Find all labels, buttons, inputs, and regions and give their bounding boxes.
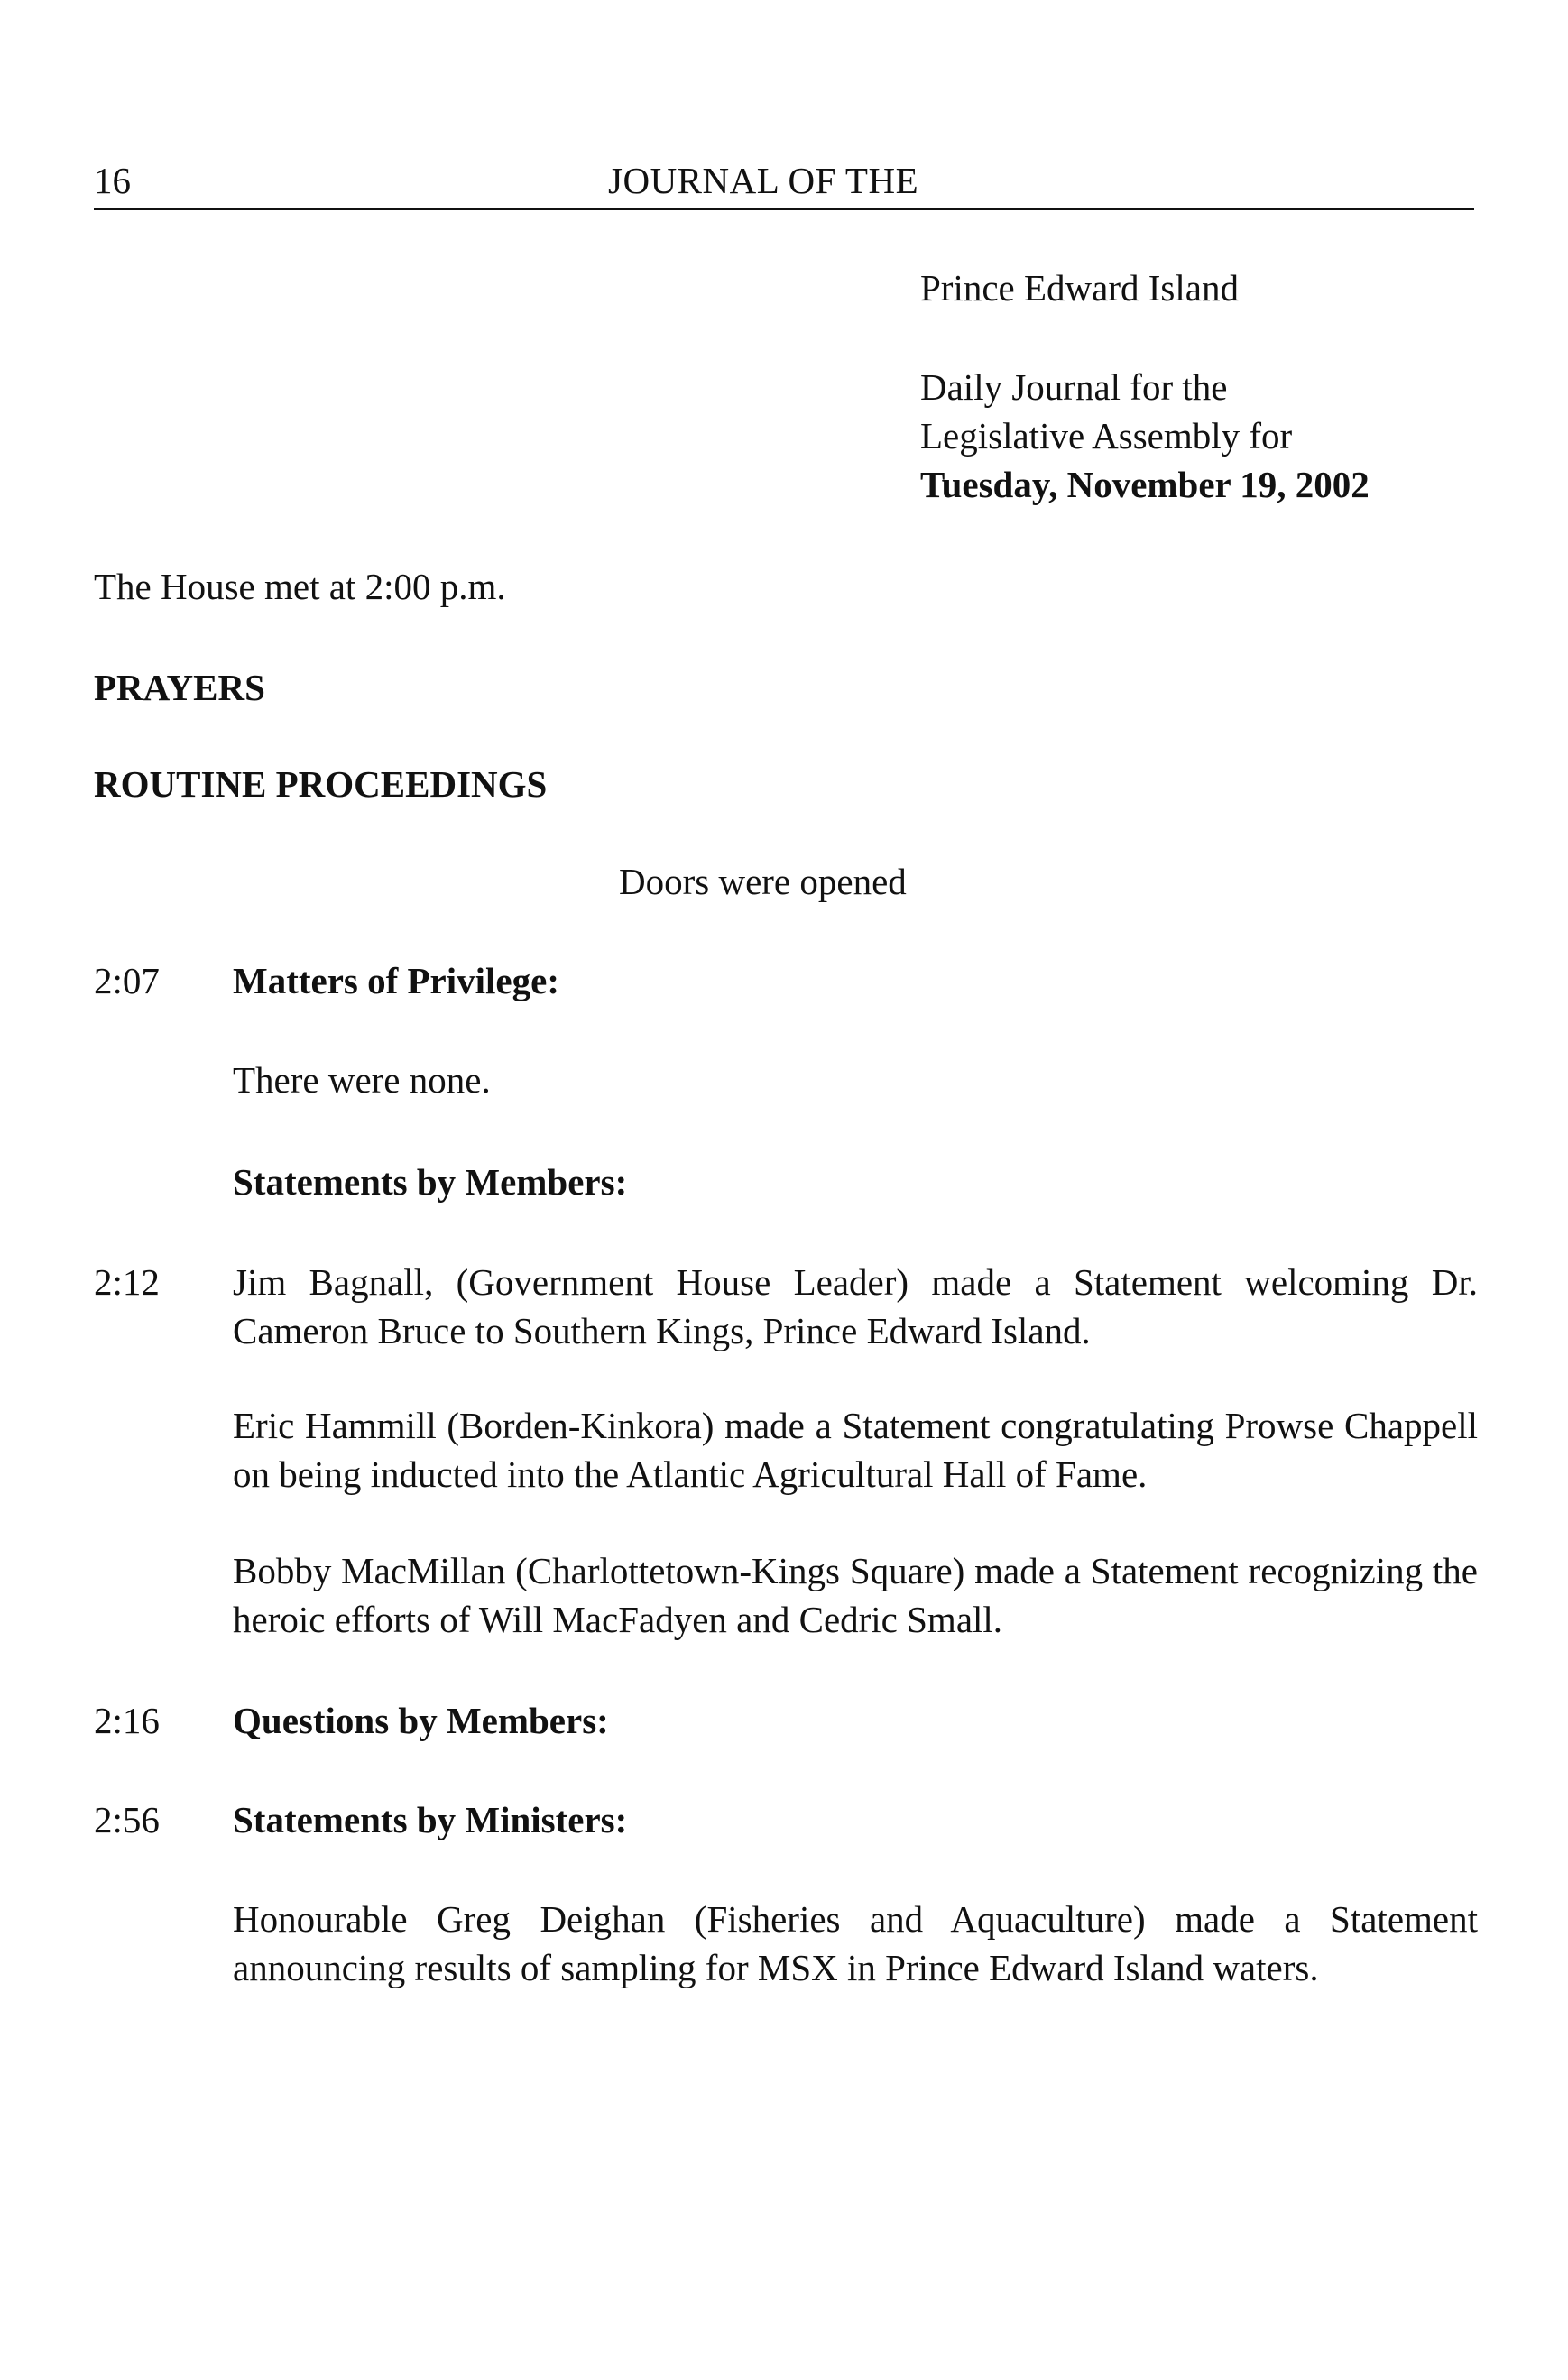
masthead-province: Prince Edward Island — [920, 267, 1239, 309]
time-stamp: 2:07 — [94, 960, 160, 1001]
minister-statement: Honourable Greg Deighan (Fisheries and Aquaculture) made a Statement announcing results of sampling for MSX in Prince Edward Island waters. — [233, 1898, 1478, 1988]
header-rule — [94, 208, 1474, 210]
privilege-text: There were none. — [233, 1059, 491, 1101]
member-statement: Bobby MacMillan (Charlottetown-Kings Square) made a Statement recognizing the heroic efforts of Will MacFadyen and Cedric Small. — [233, 1550, 1478, 1640]
heading-prayers: PRAYERS — [94, 667, 265, 708]
masthead — [920, 263, 1370, 509]
time-stamp: 2:56 — [94, 1799, 160, 1840]
section-title-privilege: Matters of Privilege: — [233, 960, 559, 1001]
masthead-journal-line-2: Legislative Assembly for — [920, 415, 1293, 457]
section-title-statements-members: Statements by Members: — [233, 1161, 628, 1203]
running-title: JOURNAL OF THE — [608, 160, 919, 201]
time-stamp: 2:16 — [94, 1700, 160, 1741]
member-statement: Jim Bagnall, (Government House Leader) made a Statement welcoming Dr. Cameron Bruce to Southern Kings, Prince Edward Island. — [233, 1261, 1478, 1351]
member-statement: Eric Hammill (Borden-Kinkora) made a Statement congratulating Prowse Chappell on being inducted into the Atlantic Agricultural Hall of Fame. — [233, 1405, 1478, 1495]
opening-line: The House met at 2:00 p.m. — [94, 566, 506, 607]
time-stamp: 2:12 — [94, 1261, 160, 1303]
section-title-statements-ministers: Statements by Ministers: — [233, 1799, 628, 1840]
doors-opened: Doors were opened — [619, 861, 907, 902]
masthead-journal-line-1: Daily Journal for the — [920, 366, 1228, 408]
heading-routine-proceedings: ROUTINE PROCEEDINGS — [94, 763, 548, 805]
masthead-date: Tuesday, November 19, 2002 — [920, 464, 1370, 505]
section-title-questions: Questions by Members: — [233, 1700, 609, 1741]
page-number: 16 — [94, 160, 131, 201]
